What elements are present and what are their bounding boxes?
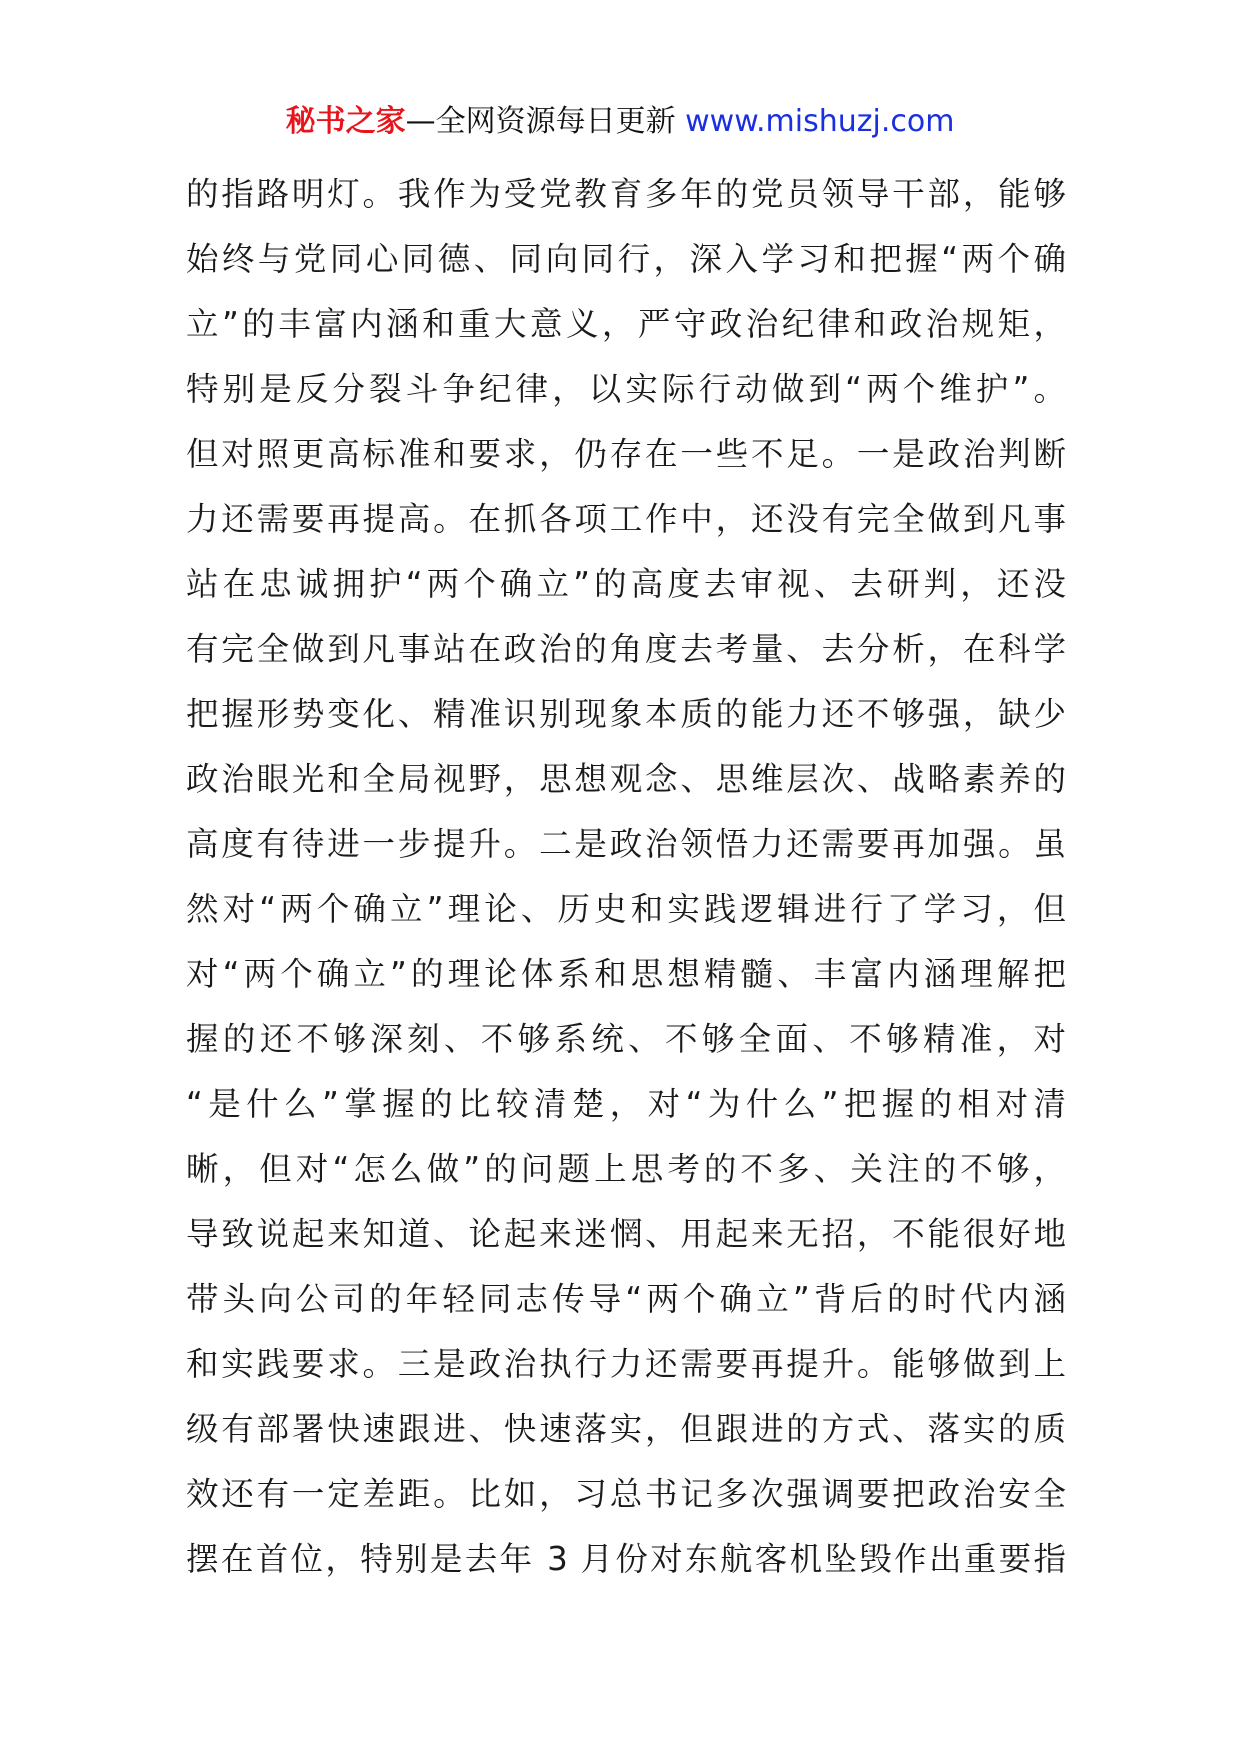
text-line: 立”的丰富内涵和重大意义，严守政治纪律和政治规矩， — [186, 305, 1066, 343]
text-line: 特别是反分裂斗争纪律，以实际行动做到“两个维护”。 — [186, 370, 1066, 408]
text-line: 把握形势变化、精准识别现象本质的能力还不够强，缺少 — [186, 695, 1066, 733]
text-line: 有完全做到凡事站在政治的角度去考量、去分析，在科学 — [186, 630, 1066, 668]
text-line: 的指路明灯。我作为受党教育多年的党员领导干部，能够 — [186, 175, 1066, 213]
site-url-link[interactable]: www.mishuzj.com — [685, 104, 955, 139]
site-tagline: —全网资源每日更新 — [405, 104, 676, 139]
text-line: 始终与党同心同德、同向同行，深入学习和把握“两个确 — [186, 240, 1066, 278]
text-line: 带头向公司的年轻同志传导“两个确立”背后的时代内涵 — [186, 1280, 1066, 1318]
text-line: 站在忠诚拥护“两个确立”的高度去审视、去研判，还没 — [186, 565, 1066, 603]
site-brand: 秘书之家 — [285, 104, 406, 139]
text-line: “是什么”掌握的比较清楚，对“为什么”把握的相对清 — [186, 1085, 1066, 1123]
text-line: 握的还不够深刻、不够系统、不够全面、不够精准，对 — [186, 1020, 1066, 1058]
text-line: 和实践要求。三是政治执行力还需要再提升。能够做到上 — [186, 1345, 1066, 1383]
text-line: 高度有待进一步提升。二是政治领悟力还需要再加强。虽 — [186, 825, 1066, 863]
document-body — [186, 162, 1066, 1592]
text-line: 但对照更高标准和要求，仍存在一些不足。一是政治判断 — [186, 435, 1066, 473]
text-line: 对“两个确立”的理论体系和思想精髓、丰富内涵理解把 — [186, 955, 1066, 993]
site-header — [0, 100, 1240, 144]
text-line: 级有部署快速跟进、快速落实，但跟进的方式、落实的质 — [186, 1410, 1066, 1448]
text-line: 然对“两个确立”理论、历史和实践逻辑进行了学习，但 — [186, 890, 1066, 928]
text-line: 政治眼光和全局视野，思想观念、思维层次、战略素养的 — [186, 760, 1066, 798]
text-line: 导致说起来知道、论起来迷惘、用起来无招，不能很好地 — [186, 1215, 1066, 1253]
text-line: 摆在首位，特别是去年 3 月份对东航客机坠毁作出重要指 — [186, 1540, 1066, 1578]
text-line: 力还需要再提高。在抓各项工作中，还没有完全做到凡事 — [186, 500, 1066, 538]
text-line: 效还有一定差距。比如，习总书记多次强调要把政治安全 — [186, 1475, 1066, 1513]
text-line: 晰，但对“怎么做”的问题上思考的不多、关注的不够， — [186, 1150, 1066, 1188]
